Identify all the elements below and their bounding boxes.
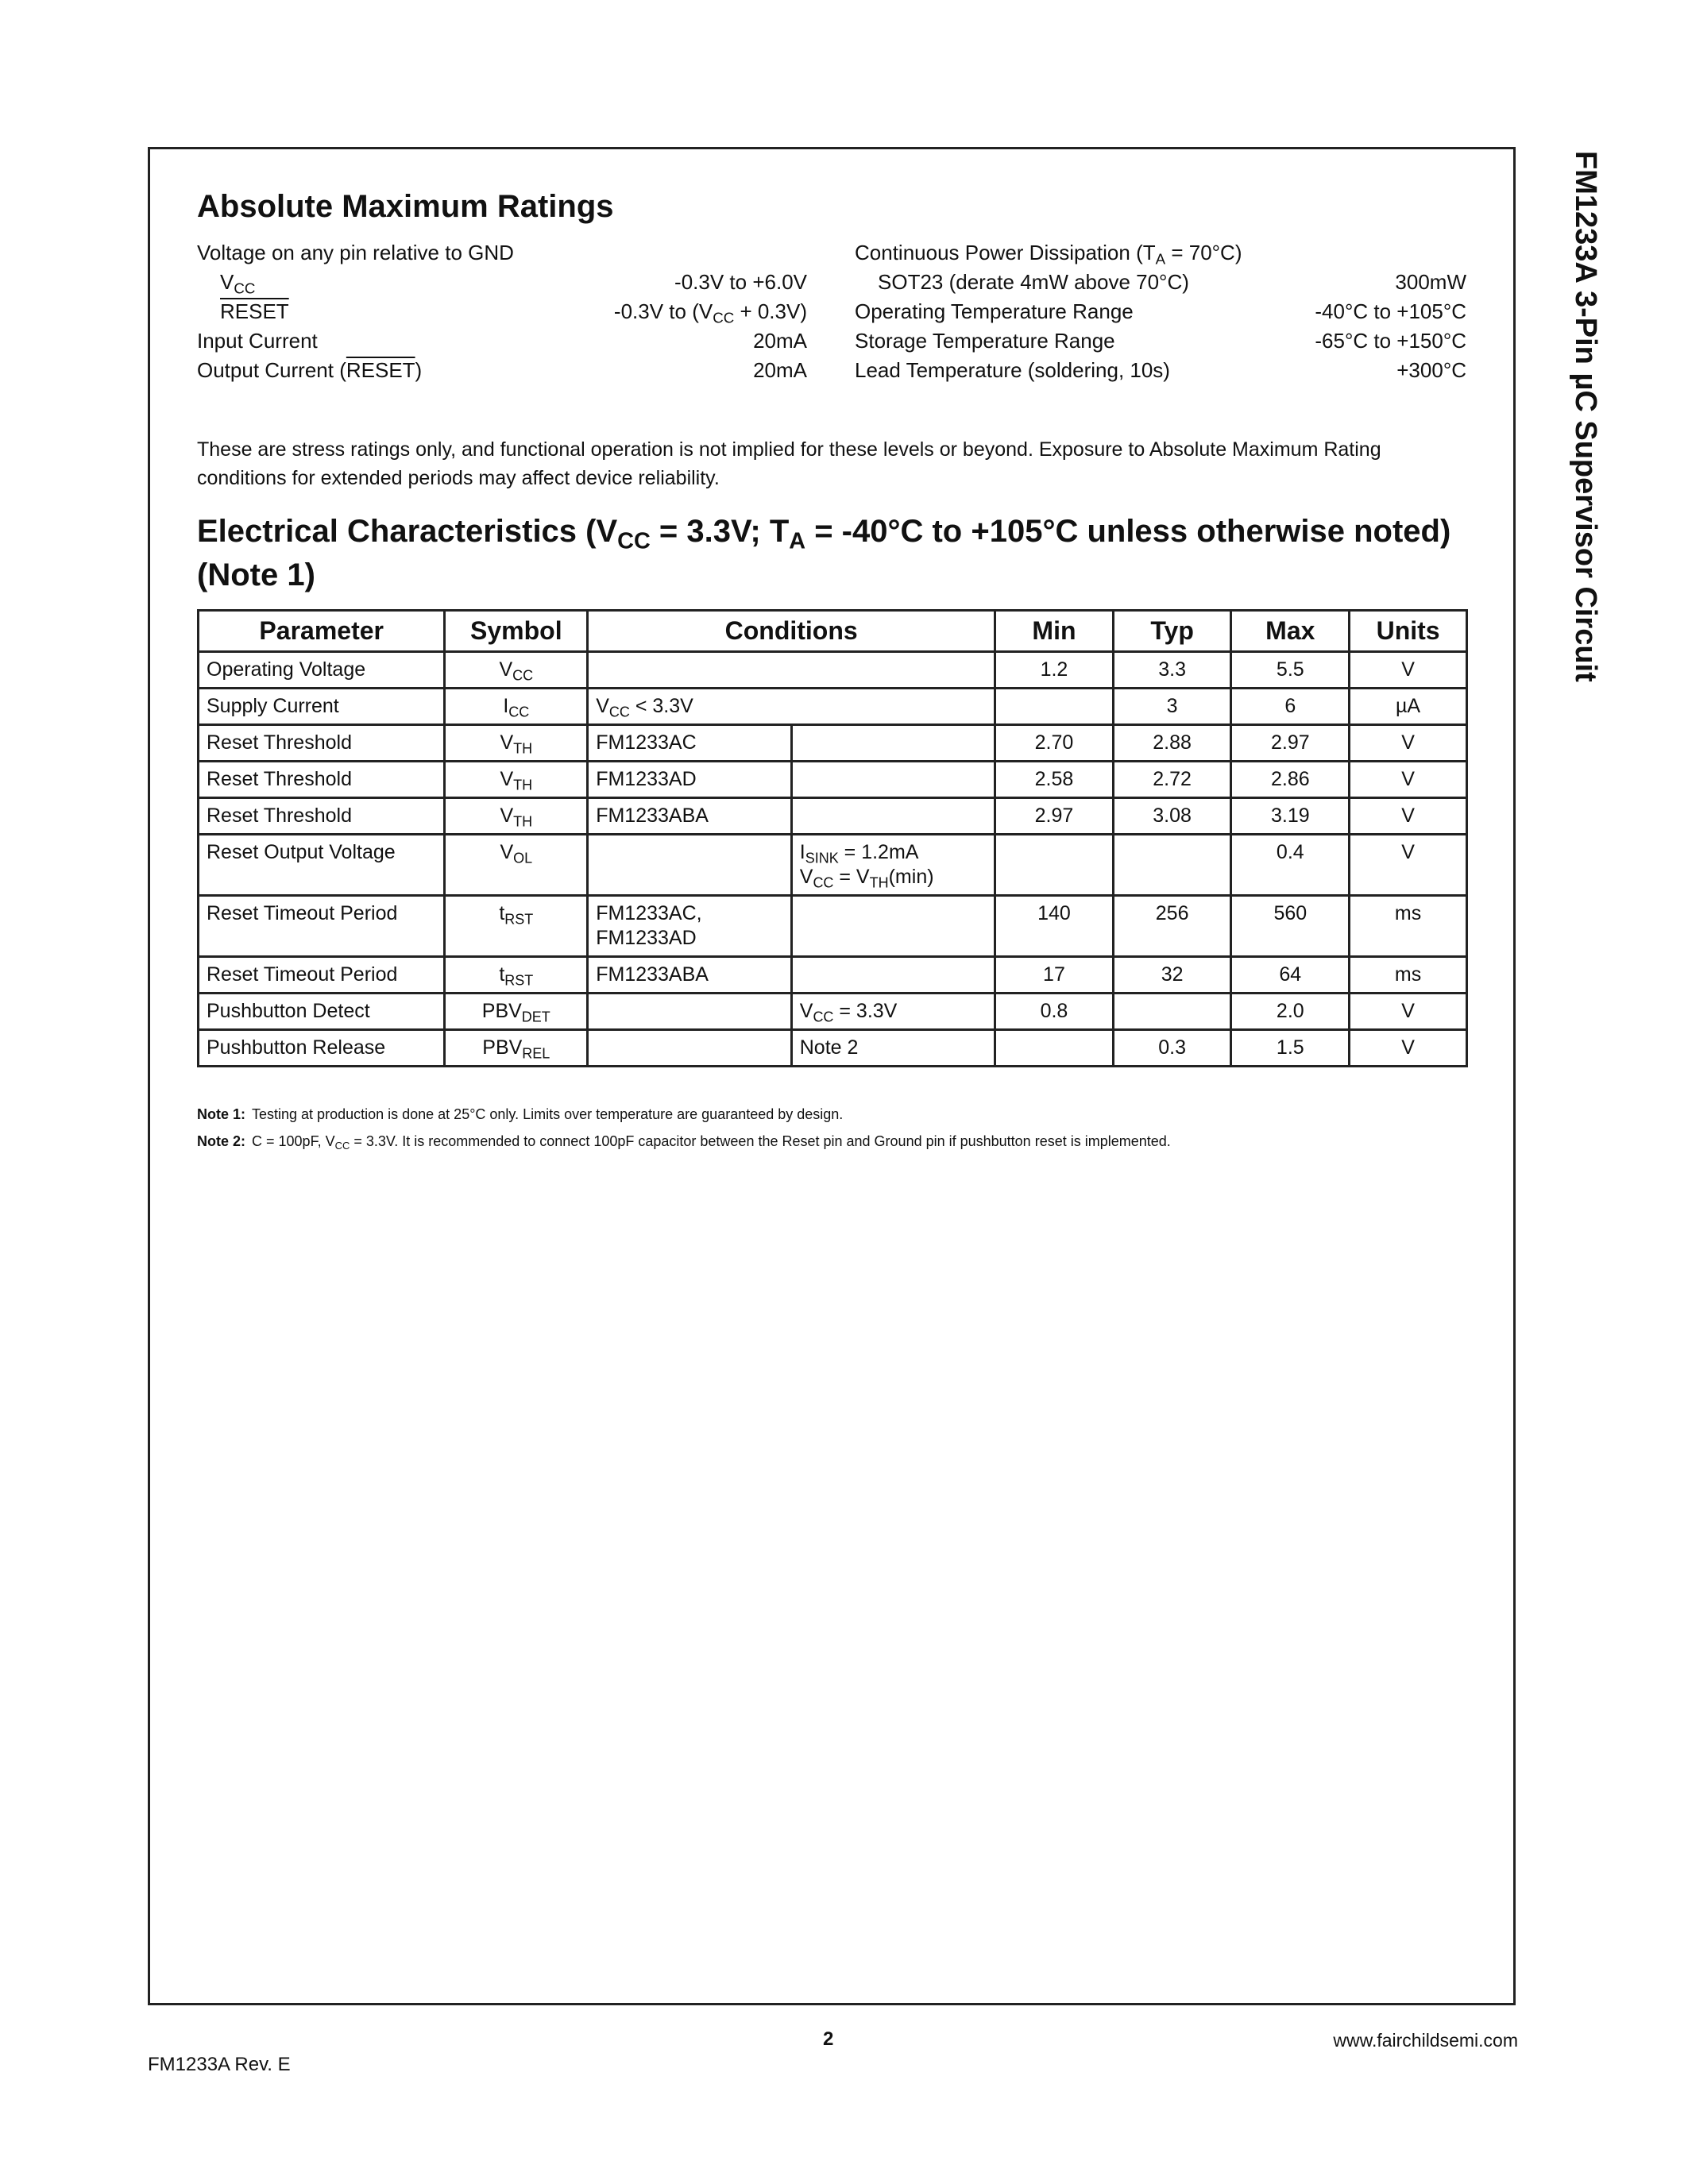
page-frame [148, 147, 1516, 2005]
amr-row: Lead Temperature (soldering, 10s) +300°C [855, 358, 1466, 382]
amr-row: Operating Temperature Range -40°C to +105°C [855, 299, 1466, 323]
amr-row: SOT23 (derate 4mW above 70°C) 300mW [878, 270, 1466, 294]
ec-header-row: Parameter Symbol Conditions Min Typ Max Units [199, 611, 1467, 652]
stress-note: These are stress ratings only, and functional operation is not implied for these levels or beyond. Exposure to Absolute Maximum Rating conditions for extended periods may affect device reliability. [197, 438, 1381, 489]
revision-label: FM1233A Rev. E [148, 2054, 291, 2075]
table-row: Supply Current $I_{CC}$ $V_{CC} < 3.3V$ 3 6 µA [199, 689, 1467, 725]
amr-row: Input Current 20mA [197, 329, 807, 353]
page-number: 2 [823, 2028, 834, 2050]
amr-row: $V_{CC}$ -0.3V to +6.0V [220, 270, 807, 297]
amr-right-column [855, 238, 1466, 385]
table-row: Reset Output Voltage $V_{OL}$ $I_{SINK} = 1.2mA$ $V_{CC} = V_{TH}(\min)$ 0.4 V [199, 835, 1467, 896]
ec-heading: Electrical Characteristics ($V_{CC} = 3.3V$; $T_A = -40^\circ C$ to +105°C unless otherwise noted) (Note 1) [197, 514, 1451, 592]
note-2: Note 2: C = 100pF, $V_{CC} = 3.3V$. It is recommended to connect 100pF capacitor between the Reset pin and Ground pin if pushbutton reset is implemented. [197, 1133, 1171, 1152]
sidebar-title [1553, 151, 1609, 866]
table-row: Reset Timeout Period $t_{RST}$ FM1233ABA 17 32 64 ms [199, 957, 1467, 994]
amr-row: Voltage on any pin relative to GND [197, 241, 514, 264]
table-row: Operating Voltage $V_{CC}$ 1.2 3.3 5.5 V [199, 652, 1467, 689]
amr-left-column [197, 238, 807, 385]
table-row: Reset Timeout Period $t_{RST}$ FM1233AC, FM1233AD 140 256 560 ms [199, 896, 1467, 957]
table-row: Pushbutton Release $PBV_{REL}$ Note 2 0.3 1.5 V [199, 1030, 1467, 1067]
amr-row: Storage Temperature Range -65°C to +150°C [855, 329, 1466, 353]
table-row: Pushbutton Detect $PBV_{DET}$ $V_{CC} = 3.3V$ 0.8 2.0 V [199, 994, 1467, 1030]
amr-heading: Absolute Maximum Ratings [197, 189, 614, 224]
ec-table [197, 609, 1468, 1067]
website-link[interactable]: www.fairchildsemi.com [1333, 2030, 1518, 2051]
amr-row: Continuous Power Dissipation $(T_A = 70^\circ C)$ [855, 241, 1242, 268]
amr-row: Output Current (RESET) 20mA [197, 358, 807, 382]
table-row: Reset Threshold $V_{TH}$ FM1233AC 2.70 2.88 2.97 V [199, 725, 1467, 762]
note-1: Note 1: Testing at production is done at 25°C only. Limits over temperature are guaranteed by design. [197, 1106, 844, 1122]
amr-row: RESET -0.3V to $(V_{CC} + 0.3V)$ [220, 299, 807, 326]
table-notes [197, 1101, 1171, 1155]
table-row: Reset Threshold $V_{TH}$ FM1233ABA 2.97 3.08 3.19 V [199, 798, 1467, 835]
sidebar-title-text: FM1233A 3-Pin µC Supervisor Circuit [1569, 151, 1602, 682]
table-row: Reset Threshold $V_{TH}$ FM1233AD 2.58 2.72 2.86 V [199, 762, 1467, 798]
